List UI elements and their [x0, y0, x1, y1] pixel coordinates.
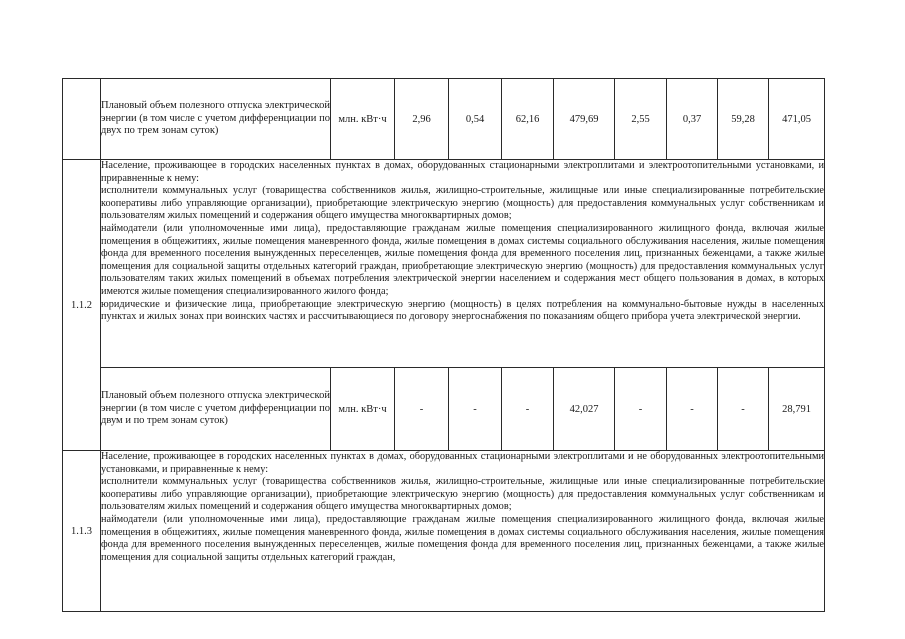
section-description: [101, 451, 825, 612]
paragraph: исполнители коммунальных услуг (товарищества собственников жилья, жилищно-строительные, жилищные или иные специализированные потребительские кооперативы либо управляющие организации), приобретающие электрическую энергию (мощность) для предоставления коммунальных услуг собственникам и пользователям жилых помещений и содержания общего имущества многоквартирных домов;: [101, 476, 824, 513]
value-cell: 479,69: [554, 79, 615, 160]
paragraph: наймодатели (или уполномоченные ими лица), предоставляющие гражданам жилые помещения специализированного жилищного фонда, включая жилые помещения в общежитиях, жилые помещения маневренного фонда, жилые помещения в домах системы социального обслуживания населения, жилые помещения фонда для временного поселения вынужденных переселенцев, жилые помещения фонда для временного поселения лиц, признанных беженцами, а также жилые помещения для социальной защиты отдельных категорий граждан, приобретающие электрическую энергию (мощность) для предоставления коммунальных услуг пользователям таких жилых помещений в объемах потребления электрической энергии населением и содержания мест общего пользования в домах, в которых имеются жилые помещения специализированного жилого фонда;: [101, 222, 824, 297]
row-number-cell: [63, 79, 101, 160]
section-number: 1.1.3: [63, 451, 101, 612]
row-label: Плановый объем полезного отпуска электрической энергии (в том числе с учетом дифференциации по двум и по трем зонам суток): [101, 368, 331, 451]
value-cell: 2,55: [615, 79, 667, 160]
value-cell: 42,027: [554, 368, 615, 451]
paragraph: исполнители коммунальных услуг (товарищества собственников жилья, жилищно-строительные, жилищные или иные специализированные потребительские кооперативы либо управляющие организации), приобретающие электрическую энергию (мощность) для предоставления коммунальных услуг собственникам и пользователям жилых помещений и содержания общего имущества многоквартирных домов;: [101, 185, 824, 222]
section-number: 1.1.2: [63, 160, 101, 451]
paragraph: наймодатели (или уполномоченные ими лица), предоставляющие гражданам жилые помещения специализированного жилищного фонда, включая жилые помещения в общежитиях, жилые помещения маневренного фонда, жилые помещения в домах системы социального обслуживания населения, жилые помещения фонда для временного поселения вынужденных переселенцев, жилые помещения фонда для временного поселения лиц, признанных беженцами, а также жилые помещения для социальной защиты отдельных категорий граждан,: [101, 513, 824, 563]
value-cell: 59,28: [718, 79, 769, 160]
value-cell: -: [502, 368, 554, 451]
value-cell: 28,791: [769, 368, 825, 451]
value-cell: -: [395, 368, 449, 451]
value-cell: 471,05: [769, 79, 825, 160]
value-cell: 0,54: [449, 79, 502, 160]
value-cell: 2,96: [395, 79, 449, 160]
value-cell: 0,37: [667, 79, 718, 160]
value-cell: -: [667, 368, 718, 451]
paragraph: Население, проживающее в городских населенных пунктах в домах, оборудованных стационарными электроплитами и электроотопительными установками, и приравненные к нему:: [101, 160, 824, 184]
value-cell: 62,16: [502, 79, 554, 160]
tariff-volume-table: [62, 78, 825, 612]
row-label: Плановый объем полезного отпуска электрической энергии (в том числе с учетом дифференциации по двух по трем зонам суток): [101, 79, 331, 160]
value-cell: -: [449, 368, 502, 451]
table-row: [63, 79, 825, 160]
unit-cell: млн. кВт·ч: [331, 79, 395, 160]
value-cell: -: [718, 368, 769, 451]
value-cell: -: [615, 368, 667, 451]
paragraph: Население, проживающее в городских населенных пунктах в домах, оборудованных стационарными электроплитами и не оборудованных электроотопительными установками, и приравненные к нему:: [101, 451, 824, 475]
paragraph: юридические и физические лица, приобретающие электрическую энергию (мощность) в целях потребления на коммунально-бытовые нужды в населенных пунктах и жилых зонах при воинских частях и рассчитывающиеся по договору энергоснабжения по показаниям общего прибора учета электрической энергии.: [101, 298, 824, 323]
unit-cell: млн. кВт·ч: [331, 368, 395, 451]
table-row: [63, 160, 825, 368]
table-row: [63, 451, 825, 612]
section-description: [101, 160, 825, 368]
table-row: [63, 368, 825, 451]
